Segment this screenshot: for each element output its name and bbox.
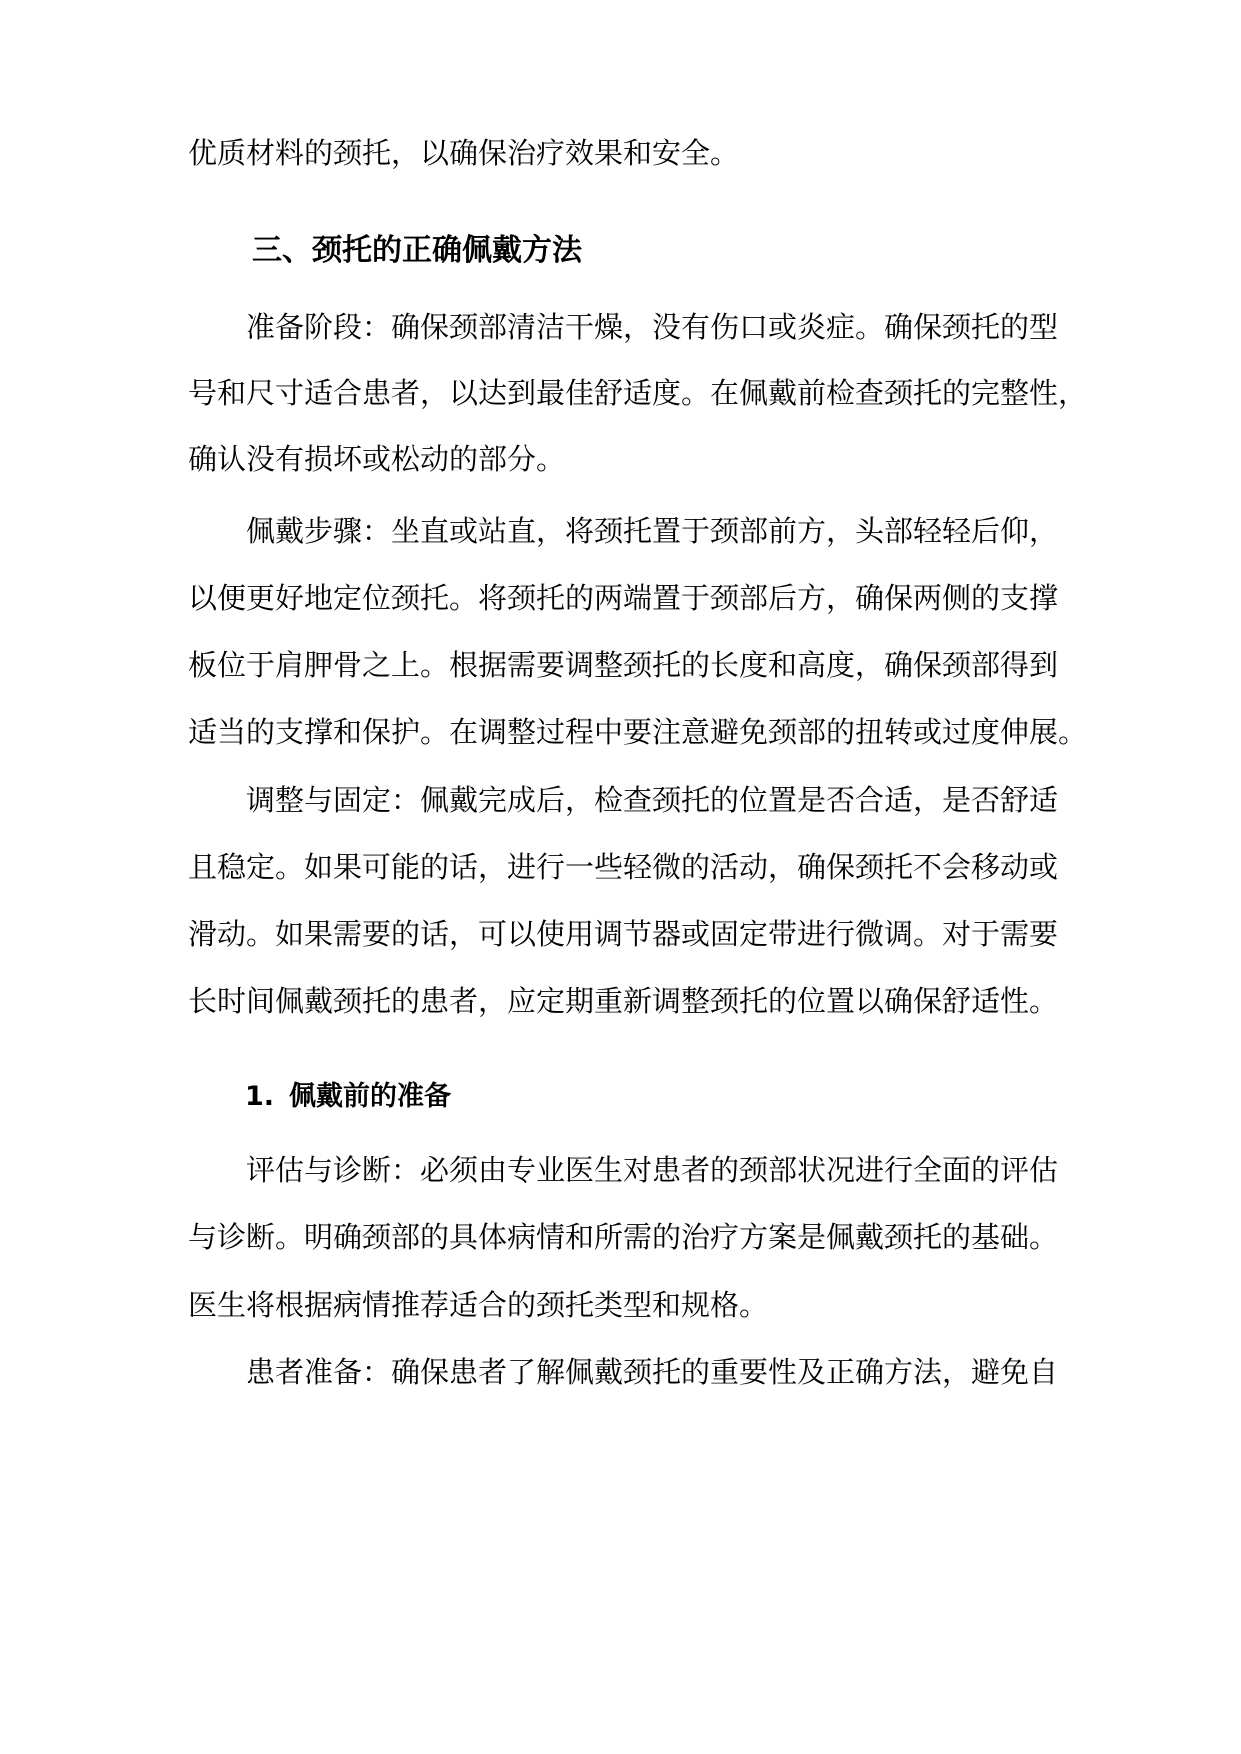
paragraph-line: 与诊断。明确颈部的具体病情和所需的治疗方案是佩戴颈托的基础。: [188, 1220, 1059, 1254]
paragraph-line: 准备阶段：确保颈部清洁干燥，没有伤口或炎症。确保颈托的型: [246, 310, 1059, 344]
paragraph-line: 滑动。如果需要的话，可以使用调节器或固定带进行微调。对于需要: [188, 917, 1059, 951]
paragraph-line: 确认没有损坏或松动的部分。: [188, 442, 566, 476]
paragraph-line: 调整与固定：佩戴完成后，检查颈托的位置是否合适，是否舒适: [246, 783, 1059, 817]
paragraph-line: 号和尺寸适合患者，以达到最佳舒适度。在佩戴前检查颈托的完整性，: [188, 376, 1088, 410]
section-heading: 三、颈托的正确佩戴方法: [252, 233, 582, 268]
paragraph-line: 且稳定。如果可能的话，进行一些轻微的活动，确保颈托不会移动或: [188, 850, 1059, 884]
subsection-number: 1.: [245, 1081, 275, 1112]
subsection-heading: [245, 1077, 451, 1117]
paragraph-line: 适当的支撑和保护。在调整过程中要注意避免颈部的扭转或过度伸展。: [188, 715, 1088, 749]
paragraph-line: 评估与诊断：必须由专业医生对患者的颈部状况进行全面的评估: [246, 1153, 1059, 1187]
paragraph-line: 佩戴步骤：坐直或站直，将颈托置于颈部前方，头部轻轻后仰，: [246, 514, 1059, 548]
paragraph-line: 以便更好地定位颈托。将颈托的两端置于颈部后方，确保两侧的支撑: [188, 581, 1059, 615]
paragraph-line: 患者准备：确保患者了解佩戴颈托的重要性及正确方法，避免自: [246, 1355, 1059, 1389]
paragraph-line: 医生将根据病情推荐适合的颈托类型和规格。: [188, 1288, 769, 1322]
paragraph-line: 板位于肩胛骨之上。根据需要调整颈托的长度和高度，确保颈部得到: [188, 648, 1059, 682]
continuation-line: 优质材料的颈托，以确保治疗效果和安全。: [188, 136, 740, 170]
subsection-title: 佩戴前的准备: [289, 1081, 451, 1112]
paragraph-line: 长时间佩戴颈托的患者，应定期重新调整颈托的位置以确保舒适性。: [188, 984, 1059, 1018]
